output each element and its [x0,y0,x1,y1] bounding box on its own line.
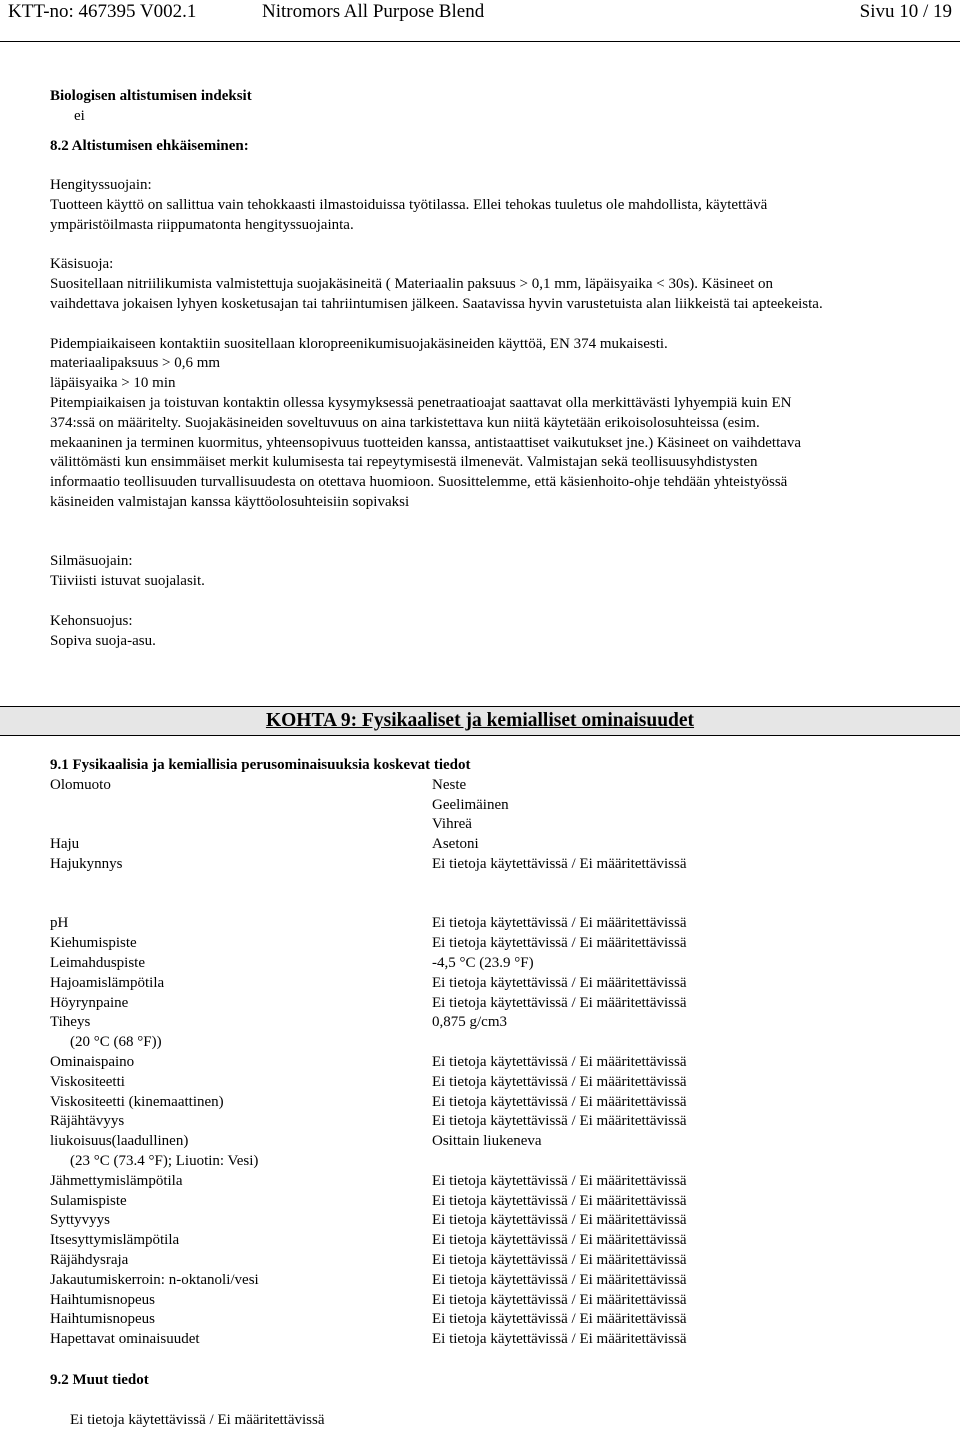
property-row [50,1073,930,1093]
property-label: Räjähdysraja [50,1251,129,1268]
property-value: Ei tietoja käytettävissä / Ei määritettävissä [432,1093,687,1110]
property-label: Höyrynpaine [50,994,129,1011]
property-row [50,1112,930,1132]
property-row [50,974,930,994]
property-value: Ei tietoja käytettävissä / Ei määritettävissä [432,1192,687,1209]
property-label: Jakautumiskerroin: n-oktanoli/vesi [50,1271,259,1288]
exposure-heading: 8.2 Altistumisen ehkäiseminen: [50,137,249,154]
property-value: Ei tietoja käytettävissä / Ei määritettävissä [432,1053,687,1070]
properties-group-a [50,776,930,875]
hand-line: vaihdettava jokaisen lyhyen kosketusajan tai tahriintumisen jälkeen. Saatavissa hyvin varustetuista alan liikkeistä tai apteekeista. [50,295,823,312]
properties-group-b [50,914,930,1350]
other-info-heading: 9.2 Muut tiedot [50,1372,149,1388]
long-contact-line: läpäisyaika > 10 min [50,375,176,392]
property-row [50,994,930,1014]
hand-line: Suositellaan nitriilikumista valmistettuja suojakäsineitä ( Materiaalin paksuus > 0,1 mm, läpäisyaika < 30s). Käsineet on [50,276,774,293]
resp-line: Tuotteen käyttö on sallittua vain tehokkaasti ilmastoiduissa työtilassa. Ellei tehokas tuuletus ole mahdollista, käytettävä [50,196,768,213]
property-row [50,914,930,934]
product-title: Nitromors All Purpose Blend [262,1,485,22]
property-row [50,1291,930,1311]
property-row [50,815,930,835]
property-label: Haihtumisnopeus [50,1311,155,1328]
property-value: Ei tietoja käytettävissä / Ei määritettävissä [432,994,687,1011]
property-label: Haju [50,836,80,853]
section9-subheading: 9.1 Fysikaalisia ja kemiallisia perusominaisuuksia koskevat tiedot [50,757,471,773]
property-row [50,934,930,954]
property-value: Ei tietoja käytettävissä / Ei määritettävissä [432,1212,687,1229]
property-row [50,1251,930,1271]
property-value: Vihreä [432,816,472,833]
property-value: Ei tietoja käytettävissä / Ei määritettävissä [432,1073,687,1090]
property-row [50,1132,930,1152]
long-contact-line: käsineiden valmistajan kanssa käyttöolosuhteisiin sopivaksi [50,493,410,510]
property-label: Itsesyttymislämpötila [50,1232,180,1249]
property-value: -4,5 °C (23.9 °F) [432,954,534,971]
section8-content [50,87,930,651]
property-row [50,776,930,796]
property-value: Ei tietoja käytettävissä / Ei määritettävissä [432,935,687,952]
property-label: Syttyvyys [50,1212,111,1229]
property-label: Viskositeetti (kinemaattinen) [50,1093,224,1110]
property-row [50,1172,930,1192]
long-contact-line: Pidempiaikaiseen kontaktiin suositellaan kloropreenikumisuojakäsineiden käyttöä, EN 374 mukaisesti. [50,335,668,352]
property-row [50,1231,930,1251]
body-value: Sopiva suoja-asu. [50,632,156,649]
property-row [50,1053,930,1073]
header-rule [0,41,960,42]
property-row [50,1152,930,1172]
property-label: Hapettavat ominaisuudet [50,1331,200,1348]
eye-value: Tiiviisti istuvat suojalasit. [50,573,205,590]
property-label: Leimahduspiste [50,954,145,971]
property-value: Ei tietoja käytettävissä / Ei määritettävissä [432,915,687,932]
property-row [50,855,930,875]
property-label: liukoisuus(laadullinen) [50,1133,189,1150]
page-number: Sivu 10 / 19 [859,1,952,22]
property-value: Ei tietoja käytettävissä / Ei määritettävissä [432,1291,687,1308]
property-value: Ei tietoja käytettävissä / Ei määritettävissä [432,855,687,872]
property-label: (20 °C (68 °F)) [70,1034,162,1051]
property-row [50,1033,930,1053]
property-value: Osittain liukeneva [432,1133,542,1150]
property-value: Ei tietoja käytettävissä / Ei määritettävissä [432,974,687,991]
property-row [50,1211,930,1231]
property-label: Hajoamislämpötila [50,974,165,991]
property-label: Ominaispaino [50,1053,135,1070]
eye-label: Silmäsuojain: [50,553,133,570]
property-label: Hajukynnys [50,855,123,872]
property-value: 0,875 g/cm3 [432,1014,507,1031]
property-value: Ei tietoja käytettävissä / Ei määritettävissä [432,1331,687,1348]
property-label: Kiehumispiste [50,935,137,952]
property-row [50,954,930,974]
long-contact-line: 374:ssä on määritelty. Suojakäsineiden soveltuvuus on aina tarkistettava kun niitä käytetään erikoisolosuhteissa (esim. [50,414,760,431]
property-value: Asetoni [432,836,479,853]
property-label: (23 °C (73.4 °F); Liuotin: Vesi) [70,1152,259,1169]
property-label: Haihtumisnopeus [50,1291,155,1308]
body-label: Kehonsuojus: [50,612,133,629]
document-id: KTT-no: 467395 V002.1 [8,1,197,22]
property-row [50,1310,930,1330]
property-value: Ei tietoja käytettävissä / Ei määritettävissä [432,1271,687,1288]
long-contact-line: informaatio teollisuuden turvallisuudesta on otettava huomioon. Suosittelemme, että käsienhoito-ohje tehdään yhteistyössä [50,474,788,491]
resp-line: ympäristöilmasta riippumatonta hengityssuojainta. [50,216,354,233]
section9-banner: KOHTA 9: Fysikaaliset ja kemialliset ominaisuudet [0,706,960,736]
property-row [50,1330,930,1350]
property-row [50,1271,930,1291]
section9-properties [50,756,930,1350]
resp-label: Hengityssuojain: [50,177,152,194]
property-label: Olomuoto [50,776,111,793]
property-row [50,835,930,855]
property-row [50,1192,930,1212]
long-contact-line: mekaaninen ja terminen kuormitus, yhteensopivuus tuotteiden kanssa, antistaattiset vaikutukset jne.) Käsineet on vaihdettava [50,434,802,451]
hand-label: Käsisuoja: [50,256,114,273]
other-info-value: Ei tietoja käytettävissä / Ei määritettävissä [70,1412,325,1428]
property-label: Jähmettymislämpötila [50,1172,183,1189]
property-value: Ei tietoja käytettävissä / Ei määritettävissä [432,1172,687,1189]
property-value: Neste [432,776,467,793]
property-value: Ei tietoja käytettävissä / Ei määritettävissä [432,1113,687,1130]
property-row [50,796,930,816]
property-label: Sulamispiste [50,1192,127,1209]
property-value: Ei tietoja käytettävissä / Ei määritettävissä [432,1232,687,1249]
property-label: Räjähtävyys [50,1113,125,1130]
property-value: Ei tietoja käytettävissä / Ei määritettävissä [432,1311,687,1328]
property-value: Geelimäinen [432,796,509,813]
page-header [8,0,952,34]
property-label: pH [50,915,69,932]
long-contact-line: Pitempiaikaisen ja toistuvan kontaktin ollessa kysymyksessä penetraatioajat saattavat olla merkittävästi lyhyempiä kuin EN [50,394,792,411]
long-contact-line: materiaalipaksuus > 0,6 mm [50,355,221,372]
property-value: Ei tietoja käytettävissä / Ei määritettävissä [432,1251,687,1268]
bio-heading: Biologisen altistumisen indeksit [50,88,252,104]
property-label: Tiheys [50,1014,91,1031]
property-row [50,1013,930,1033]
bio-value: ei [74,107,85,124]
property-label: Viskositeetti [50,1073,125,1090]
property-row [50,1093,930,1113]
long-contact-line: välittömästi kun ensimmäiset merkit kulumisesta tai repeytymisestä ilmenevät. Valmistajan sekä teollisuusyhdistysten [50,454,758,471]
